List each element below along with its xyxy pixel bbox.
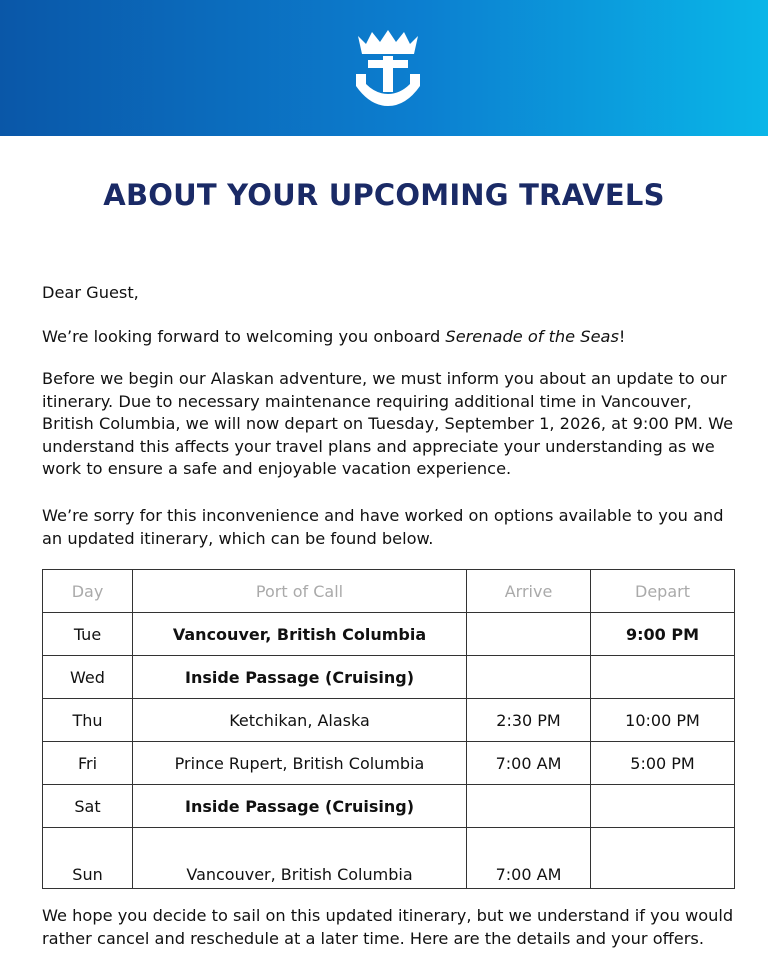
cell-depart: 5:00 PM: [591, 742, 735, 785]
cell-day: Tue: [43, 613, 133, 656]
intro-paragraph: [42, 326, 742, 349]
cell-port: Vancouver, British Columbia: [133, 828, 467, 889]
cell-arrive: [467, 613, 591, 656]
table-row: [43, 742, 735, 785]
crown-anchor-icon: [352, 30, 424, 108]
table-row: [43, 828, 735, 889]
cell-arrive: 2:30 PM: [467, 699, 591, 742]
ship-name: Serenade of the Seas: [445, 327, 619, 346]
table-header-row: [43, 570, 735, 613]
cell-day: Fri: [43, 742, 133, 785]
table-row: [43, 785, 735, 828]
table-row: [43, 613, 735, 656]
sorry-paragraph: We’re sorry for this inconvenience and have worked on options available to you and an updated itinerary, which can be found below.: [42, 506, 724, 548]
closing-paragraph: We hope you decide to sail on this updated itinerary, but we understand if you would rather cancel and reschedule at a later time. Here are the details and your offers.: [42, 906, 734, 948]
table-row: [43, 656, 735, 699]
cell-day: Sun: [43, 828, 133, 889]
itinerary-table: [42, 569, 735, 889]
cell-day: Wed: [43, 656, 133, 699]
cell-arrive: 7:00 AM: [467, 742, 591, 785]
cell-depart: 10:00 PM: [591, 699, 735, 742]
cell-arrive: [467, 785, 591, 828]
cell-arrive: [467, 656, 591, 699]
cell-port: Inside Passage (Cruising): [133, 656, 467, 699]
cell-port: Prince Rupert, British Columbia: [133, 742, 467, 785]
update-paragraph: Before we begin our Alaskan adventure, we must inform you about an update to our itinerary. Due to necessary maintenance requiring additional time in Vancouver, British Columbia, we will now depart on Tuesday, September 1, 2026, at 9:00 PM. We understand this affects your travel plans and appreciate your understanding as we work to ensure a safe and enjoyable vacation experience.: [42, 369, 734, 478]
intro-text: We’re looking forward to welcoming you onboard: [42, 327, 446, 346]
cell-port: Vancouver, British Columbia: [133, 613, 467, 656]
header-day: Day: [43, 570, 133, 613]
intro-end: !: [618, 327, 626, 346]
header-banner: [0, 0, 768, 136]
cell-depart: [591, 785, 735, 828]
greeting: Dear Guest,: [42, 283, 139, 302]
cell-day: Sat: [43, 785, 133, 828]
header-arrive: Arrive: [467, 570, 591, 613]
cell-depart: [591, 828, 735, 889]
table-row: [43, 699, 735, 742]
header-depart: Depart: [591, 570, 735, 613]
cell-depart: [591, 656, 735, 699]
cell-port: Ketchikan, Alaska: [133, 699, 467, 742]
cell-day: Thu: [43, 699, 133, 742]
header-port: Port of Call: [133, 570, 467, 613]
cell-port: Inside Passage (Cruising): [133, 785, 467, 828]
cell-arrive: 7:00 AM: [467, 828, 591, 889]
page-title: ABOUT YOUR UPCOMING TRAVELS: [103, 178, 665, 212]
cell-depart: 9:00 PM: [591, 613, 735, 656]
